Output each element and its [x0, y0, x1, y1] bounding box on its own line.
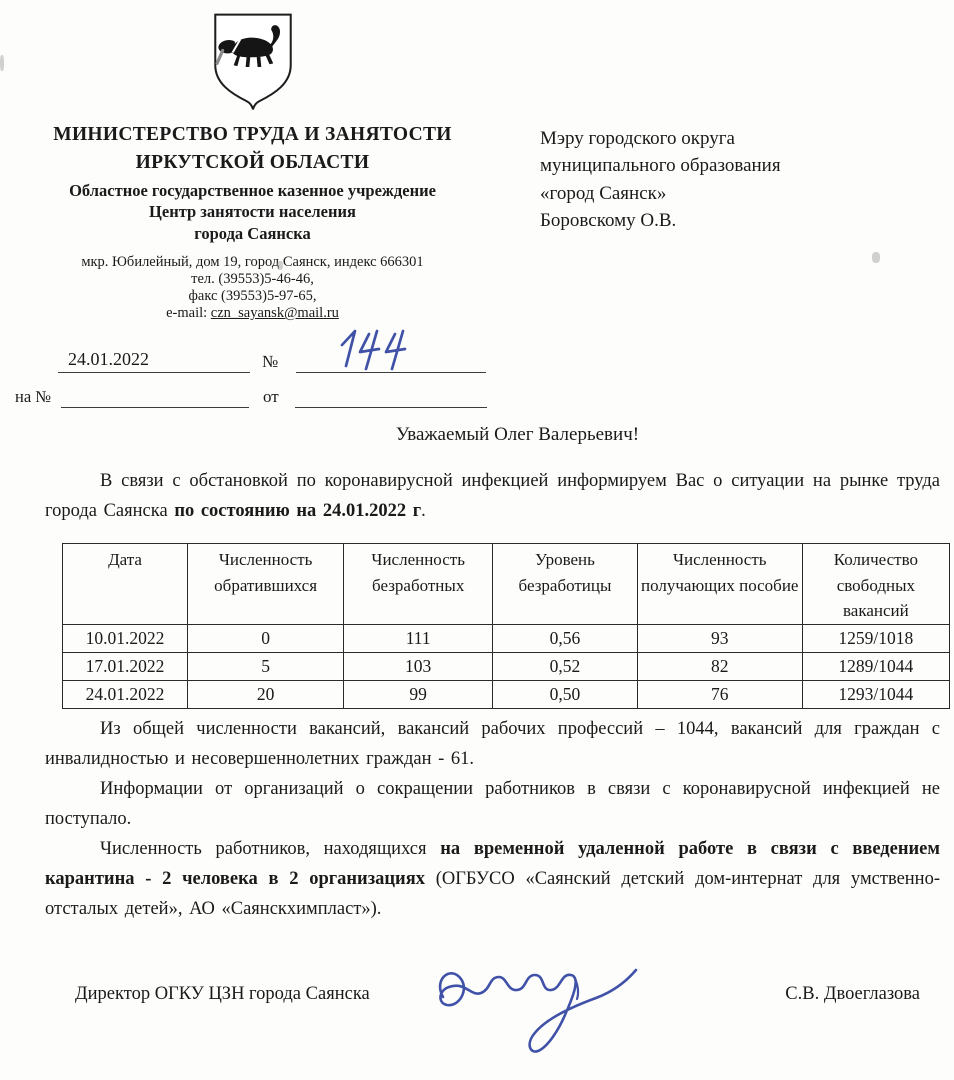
cell-date: 24.01.2022	[63, 680, 188, 708]
org-city: города Саянска	[194, 224, 311, 244]
paragraph-text: Численность работников, находящихся	[100, 838, 441, 859]
cell-vacancies: 1293/1044	[802, 680, 949, 708]
incoming-number-label: на №	[15, 387, 52, 407]
org-name: Центр занятости населения	[149, 202, 356, 222]
outgoing-number-field	[296, 349, 486, 373]
signature-block	[75, 975, 920, 1015]
addressee-block	[540, 8, 870, 322]
org-type: Областное государственное казенное учреждение	[69, 180, 436, 200]
table-row	[63, 652, 950, 680]
addressee-line: муниципального образования	[540, 155, 781, 177]
cell-vacancies: 1289/1044	[802, 652, 949, 680]
postal-address: мкр. Юбилейный, дом 19, город Саянск, индекс 666301	[81, 253, 424, 270]
col-header-applicants: Численность обратившихся	[188, 544, 344, 625]
ministry-name-line2: ИРКУТСКОЙ ОБЛАСТИ	[135, 151, 370, 173]
cell-date: 10.01.2022	[63, 624, 188, 652]
paragraph-text: (ОГБУСО «Саянский детский дом-интернат для умственно-отсталых детей», АО «Саянскхимпласт»).	[45, 868, 940, 919]
ministry-name-line1: МИНИСТЕРСТВО ТРУДА И ЗАНЯТОСТИ	[53, 124, 452, 145]
letterhead	[0, 0, 954, 322]
signer-position-title: Директор ОГКУ ЦЗН города Саянска	[75, 984, 370, 1005]
col-header-vacancies: Количество свободных вакансий	[802, 544, 949, 625]
cell-unemployed: 111	[344, 624, 493, 652]
ref-row-outgoing	[0, 338, 505, 373]
letter-date-field: 24.01.2022	[58, 349, 250, 373]
cell-date: 17.01.2022	[63, 652, 188, 680]
col-header-date: Дата	[63, 544, 188, 625]
cell-rate: 0,50	[493, 680, 638, 708]
paragraph-remote-work	[45, 835, 940, 925]
cell-vacancies: 1259/1018	[802, 624, 949, 652]
cell-applicants: 0	[188, 624, 344, 652]
phone-line: тел. (39553)5-46-46,	[191, 270, 314, 287]
salutation: Уважаемый Олег Валерьевич!	[395, 424, 640, 446]
email-label: e-mail:	[166, 305, 211, 322]
incoming-number-field	[61, 384, 249, 408]
paragraph-text: В связи с обстановкой по коронавирусной инфекцией информируем Вас о ситуации на рынке труда города Саянска	[45, 471, 940, 522]
cell-unemployed: 103	[344, 652, 493, 680]
addressee-line: Мэру городского округа	[540, 128, 735, 149]
paragraph-no-layoffs: Информации от организаций о сокращении работников в связи с коронавирусной инфекцией не поступало.	[45, 778, 940, 829]
sender-block	[0, 8, 505, 322]
handwritten-number-144-ink	[330, 324, 430, 379]
table-row	[63, 680, 950, 708]
handwritten-signature-ink	[415, 935, 665, 1071]
cell-recipients: 93	[637, 624, 802, 652]
letter-body	[45, 424, 940, 924]
from-date-label: от	[263, 387, 279, 407]
table-header-row	[63, 544, 950, 625]
col-header-unemployed: Численность безработных	[344, 544, 493, 625]
email-line	[0, 305, 505, 322]
addressee-line: «город Саянск»	[540, 182, 667, 204]
paragraph-vacancies: Из общей численности вакансий, вакансий рабочих профессий – 1044, вакансий для граждан с инвалидностью и несовершеннолетних граждан - 61.	[45, 718, 940, 769]
from-date-field	[295, 384, 487, 408]
fax-line: факс (39553)5-97-65,	[188, 288, 317, 305]
cell-applicants: 20	[188, 680, 344, 708]
paragraph-text: .	[421, 501, 426, 522]
cell-rate: 0,56	[493, 624, 638, 652]
col-header-unemployment-rate: Уровень безработицы	[493, 544, 638, 625]
addressee-line: Боровскому О.В.	[540, 210, 677, 232]
coat-of-arms-irkutsk-icon	[207, 10, 299, 119]
email-address: czn_sayansk@mail.ru	[210, 305, 339, 322]
contact-block	[0, 254, 505, 322]
table-row	[63, 624, 950, 652]
cell-recipients: 76	[637, 680, 802, 708]
paragraph-bold-text: на временной удаленной работе в связи с введением карантина - 2 человека в 2 организациях	[45, 838, 940, 889]
reference-block	[0, 338, 505, 408]
paragraph-situation	[45, 467, 940, 527]
cell-applicants: 5	[188, 652, 344, 680]
signer-name: С.В. Двоеглазова	[785, 984, 920, 1005]
labor-market-table	[62, 543, 950, 709]
cell-recipients: 82	[637, 652, 802, 680]
paragraph-bold-text: по состоянию на 24.01.2022 г	[174, 501, 422, 522]
col-header-benefit-recipients: Численность получающих пособие	[637, 544, 802, 625]
cell-rate: 0,52	[493, 652, 638, 680]
cell-unemployed: 99	[344, 680, 493, 708]
number-sign-label: №	[262, 352, 279, 372]
